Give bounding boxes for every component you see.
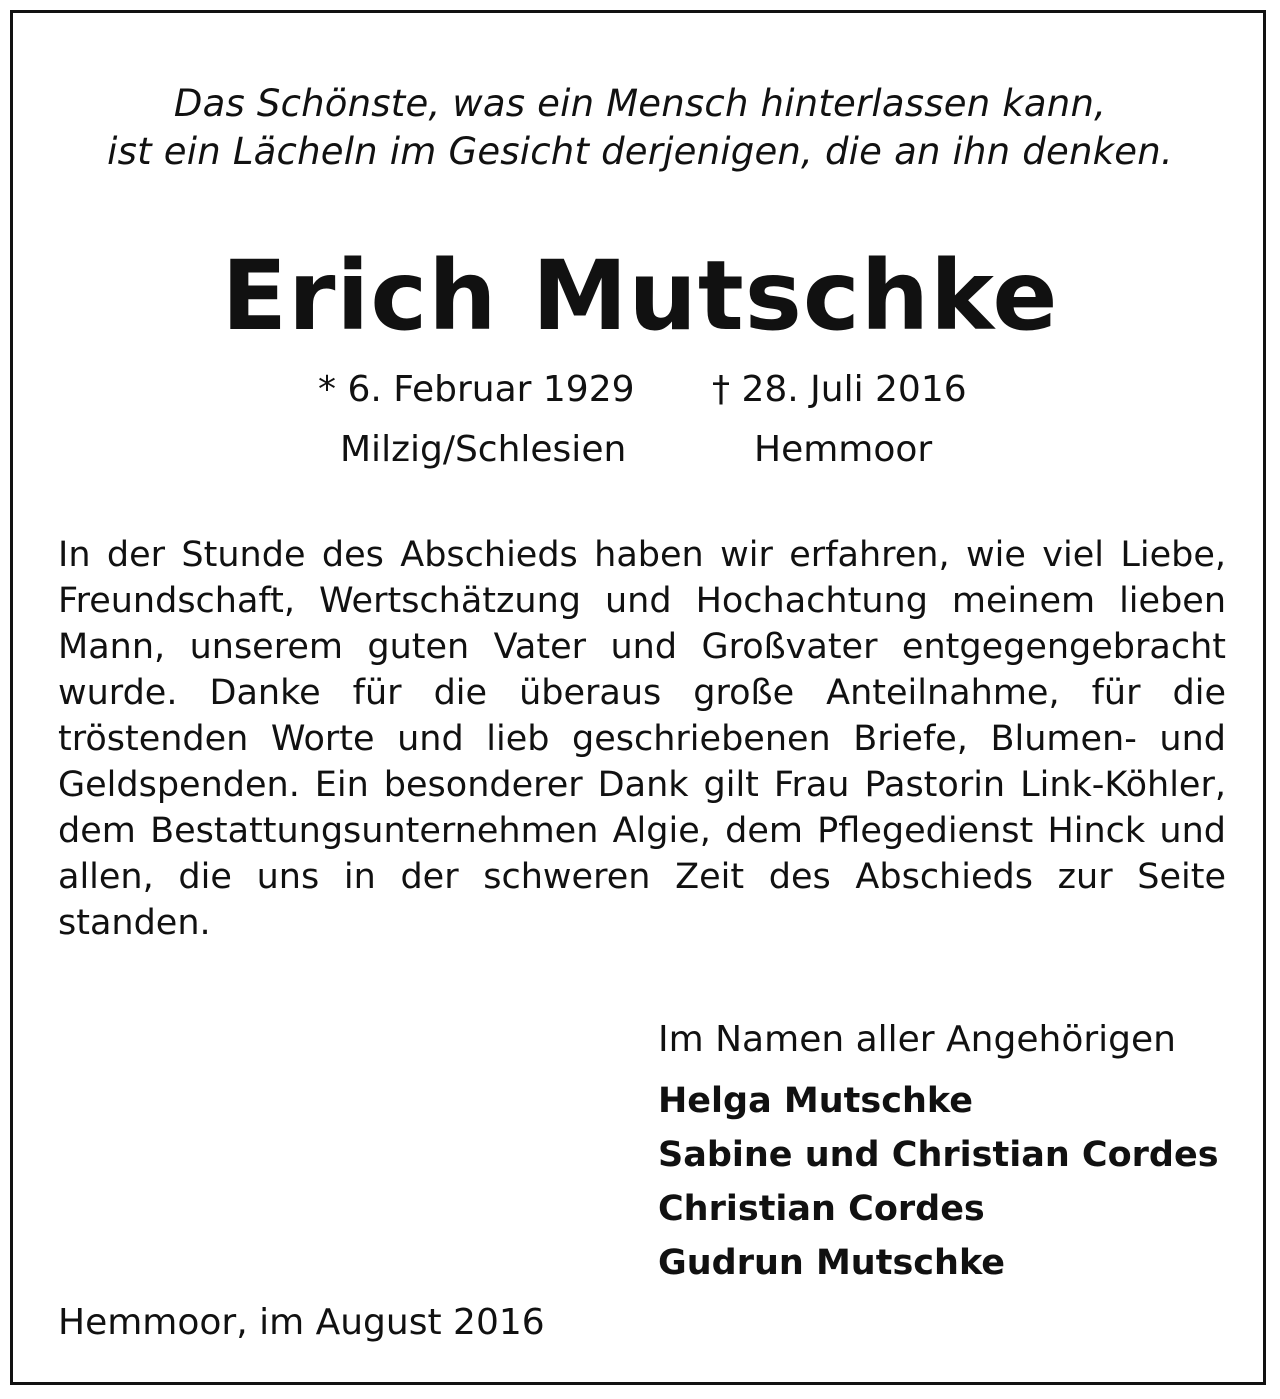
signatory-name: Helga Mutschke — [658, 1081, 973, 1121]
birth-date: * 6. Februar 1929 — [318, 369, 635, 410]
death-place: Hemmoor — [754, 429, 933, 470]
signatory-name: Sabine und Christian Cordes — [658, 1135, 1219, 1175]
death-date: † 28. Juli 2016 — [712, 369, 967, 410]
signature-block — [658, 1014, 1258, 1290]
signature-intro: Im Namen aller Angehörigen — [658, 1019, 1176, 1060]
signatory-name: Christian Cordes — [658, 1189, 985, 1229]
quote-line-1: Das Schönste, was ein Mensch hinterlassen kann, — [173, 82, 1107, 125]
deceased-name: Erich Mutschke — [221, 240, 1059, 352]
quote-line-2: ist ein Lächeln im Gesicht derjenigen, die an ihn denken. — [107, 130, 1173, 173]
birth-place: Milzig/Schlesien — [340, 429, 627, 470]
thank-you-text: In der Stunde des Abschieds haben wir erfahren, wie viel Liebe, Freundschaft, Wertschätzung und Hochachtung meinem lieben Mann, unserem guten Vater und Großvater entgegengebracht wurde. Danke für die überaus große Anteilnahme, für die tröstenden Worte und lieb geschriebenen Briefe, Blumen- und Geldspenden. Ein besonderer Dank gilt Frau Pastorin Link-Köhler, dem Bestattungsunternehmen Algie, dem Pflegedienst Hinck und allen, die uns in der schweren Zeit des Abschieds zur Seite standen. — [58, 535, 1226, 943]
signatory-name: Gudrun Mutschke — [658, 1243, 1006, 1283]
place-and-date: Hemmoor, im August 2016 — [58, 1302, 545, 1343]
